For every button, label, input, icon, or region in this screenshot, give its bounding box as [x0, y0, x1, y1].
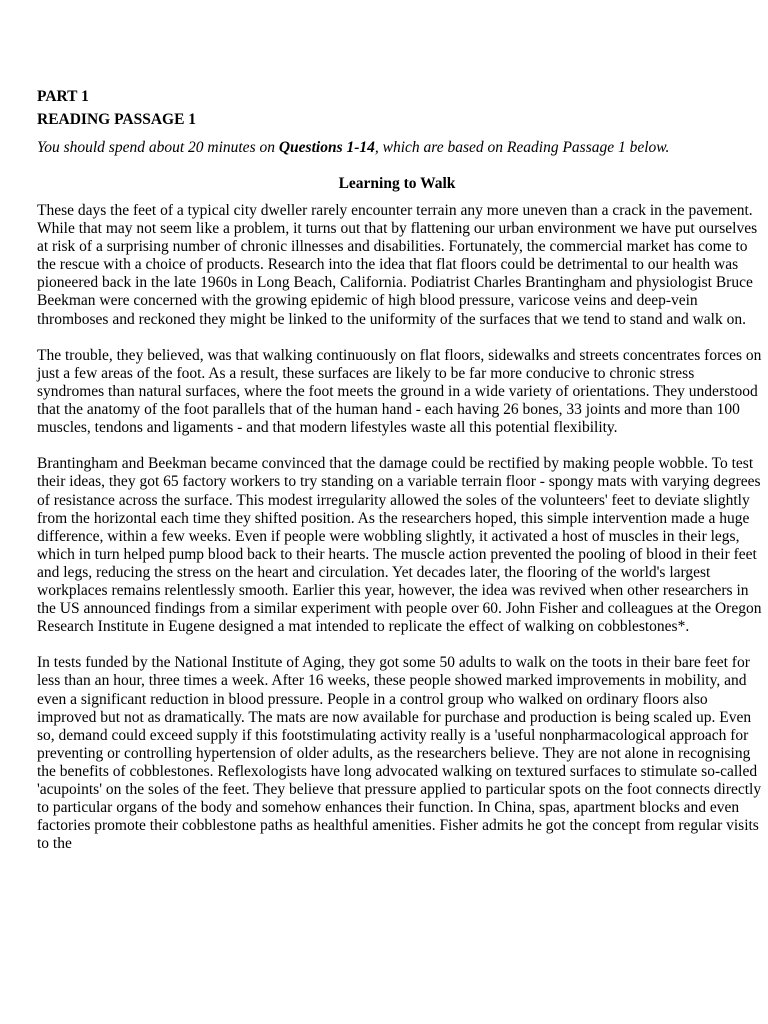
instruction-questions: Questions 1-14: [278, 139, 375, 156]
part-heading: PART 1: [37, 88, 89, 105]
paragraph: In tests funded by the National Institute of Aging, they got some 50 adults to walk on the toots in their bare feet for less than an hour, three times a week. After 16 weeks, these people showed marked improvements in mobility, and even a significant reduction in blood pressure. People in a control group who walked on ordinary floors also improved but not as dramatically. The mats are now available for purchase and production is being scaled up. Even so, demand could exceed supply if this footstimulating activity really is a 'useful nonpharmacological approach for preventing or controlling hypertension of older adults, as the researchers believe. They are not alone in recognising the benefits of cobblestones. Reflexologists have long advocated walking on textured surfaces to stimulate so-called 'acupoints' on the soles of the feet. They believe that pressure applied to particular spots on the foot connects directly to particular organs of the body and somehow enhances their function. In China, spas, apartment blocks and even factories promote their cobblestone paths as healthful amenities. Fisher admits he got the concept from regular visits to the: [37, 654, 762, 853]
passage-body: [37, 202, 765, 871]
instruction-post: , which are based on Reading Passage 1 below.: [374, 139, 670, 156]
paragraph: Brantingham and Beekman became convinced that the damage could be rectified by making people wobble. To test their ideas, they got 65 factory workers to try standing on a variable terrain floor - spongy mats with varying degrees of resistance across the surface. This modest irregularity allowed the soles of the volunteers' feet to deviate slightly from the horizontal each time they shifted position. As the researchers hoped, this simple intervention made a huge difference, within a few weeks. Even if people were wobbling slightly, it activated a host of muscles in their legs, which in turn helped pump blood back to their hearts. The muscle action prevented the pooling of blood in their feet and legs, reducing the stress on the heart and circulation. Yet decades later, the flooring of the world's largest workplaces remains relentlessly smooth. Earlier this year, however, the idea was revived when other researchers in the US announced findings from a similar experiment with people over 60. John Fisher and colleagues at the Oregon Research Institute in Eugene designed a mat intended to replicate the effect of walking on cobblestones*.: [37, 455, 762, 636]
instruction-line: [37, 138, 669, 158]
passage-title: Learning to Walk: [338, 175, 456, 192]
instruction-pre: You should spend about 20 minutes on: [37, 139, 279, 156]
passage-heading: READING PASSAGE 1: [37, 111, 197, 128]
paragraph: The trouble, they believed, was that walking continuously on flat floors, sidewalks and streets concentrates forces on just a few areas of the foot. As a result, these surfaces are likely to be far more conducive to chronic stress syndromes than natural surfaces, where the foot meets the ground in a wide variety of orientations. They understood that the anatomy of the foot parallels that of the human hand - each having 26 bones, 33 joints and more than 100 muscles, tendons and ligaments - and that modern lifestyles waste all this potential flexibility.: [37, 346, 762, 437]
paragraph: These days the feet of a typical city dweller rarely encounter terrain any more uneven than a crack in the pavement. While that may not seem like a problem, it turns out that by flattening our urban environment we have put ourselves at risk of a surprising number of chronic illnesses and disabilities. Fortunately, the commercial market has come to the rescue with a choice of products. Research into the idea that flat floors could be detrimental to our health was pioneered back in the late 1960s in Long Beach, California. Podiatrist Charles Brantingham and physiologist Bruce Beekman were concerned with the growing epidemic of high blood pressure, varicose veins and deep-vein thromboses and reckoned they might be linked to the uniformity of the surfaces that we tend to stand and walk on.: [37, 202, 758, 328]
